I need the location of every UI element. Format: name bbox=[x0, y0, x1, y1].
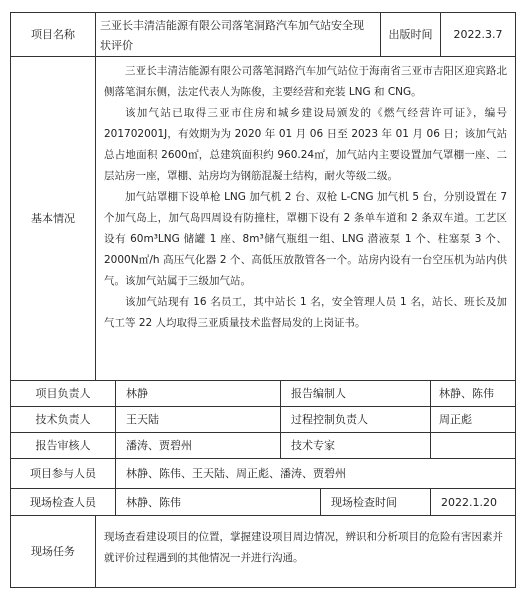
tech-lead-value: 王天陆 bbox=[115, 406, 280, 432]
project-name-value: 三亚长丰清洁能源有限公司落笔洞路汽车加气站安全现状评价 bbox=[95, 12, 380, 56]
basic-info-label: 基本情况 bbox=[10, 56, 95, 380]
inspectors-label: 现场检查人员 bbox=[10, 488, 115, 515]
process-control-value: 周正彪 bbox=[430, 406, 516, 432]
inspection-date-value: 2022.1.20 bbox=[430, 488, 516, 515]
evaluation-info-table bbox=[10, 12, 516, 588]
project-name-label: 项目名称 bbox=[10, 12, 95, 56]
process-control-label: 过程控制负责人 bbox=[280, 406, 430, 432]
task-label: 现场任务 bbox=[10, 515, 95, 588]
publish-date-value: 2022.3.7 bbox=[440, 12, 516, 56]
participants-label: 项目参与人员 bbox=[10, 458, 115, 488]
task-content bbox=[95, 515, 516, 588]
basic-info-text bbox=[96, 57, 515, 334]
basic-info-content bbox=[95, 56, 516, 380]
reviewer-value: 潘涛、贾碧州 bbox=[115, 432, 280, 458]
report-writer-label: 报告编制人 bbox=[280, 380, 430, 406]
basic-info-paragraph-4: 该加气站现有 16 名员工，其中站长 1 名，安全管理人员 1 名，站长、班长及加气工等 22 人均取得三亚质量技术监督局发的上岗证书。 bbox=[104, 296, 507, 329]
participants-value: 林静、陈伟、王天陆、周正彪、潘涛、贾碧州 bbox=[115, 458, 516, 488]
inspectors-value: 林静、陈伟 bbox=[115, 488, 320, 515]
inspection-date-label: 现场检查时间 bbox=[320, 488, 430, 515]
publish-date-label: 出版时间 bbox=[380, 12, 440, 56]
project-lead-value: 林静 bbox=[115, 380, 280, 406]
task-text: 现场查看建设项目的位置，掌握建设项目周边情况，辨识和分析项目的危险有害因素并就评价过程遇到的其他情况一并进行沟通。 bbox=[104, 531, 503, 564]
tech-expert-value bbox=[430, 432, 516, 458]
basic-info-paragraph-3: 加气站罩棚下设单枪 LNG 加气机 2 台、双枪 L-CNG 加气机 5 台，分别设置在 7 个加气岛上，加气岛四周设有防撞柱，罩棚下设有 2 条单车道和 2 条双车道。工艺区设有 60m³LNG 储罐 1 座、8m³储气瓶组一组、LNG 潜液泵 1 个、柱塞泵 3 个、2000N㎥/h 高压气化器 2 个、高低压放散管各一个。站房内设有一台空压机为站内供气。该加气站属于三级加气站。 bbox=[104, 191, 507, 287]
tech-lead-label: 技术负责人 bbox=[10, 406, 115, 432]
tech-expert-label: 技术专家 bbox=[280, 432, 430, 458]
basic-info-paragraph-2: 该加气站已取得三亚市住房和城乡建设局颁发的《燃气经营许可证》，编号 201702001J，有效期为为 2020 年 01 月 06 日至 2023 年 01 月 06 日；该加气站总占地面积 2600㎡，总建筑面积约 960.24㎡，加气站内主要设置加气罩棚一座、二层站房一座，罩棚、站房均为钢筋混凝土结构，耐火等级二级。 bbox=[104, 107, 507, 182]
project-lead-label: 项目负责人 bbox=[10, 380, 115, 406]
report-writer-value: 林静、陈伟 bbox=[430, 380, 516, 406]
basic-info-paragraph-1: 三亚长丰清洁能源有限公司落笔洞路汽车加气站位于海南省三亚市吉阳区迎宾路北侧落笔洞东侧，法定代表人为陈俊，主要经营和充装 LNG 和 CNG。 bbox=[104, 65, 507, 98]
reviewer-label: 报告审核人 bbox=[10, 432, 115, 458]
